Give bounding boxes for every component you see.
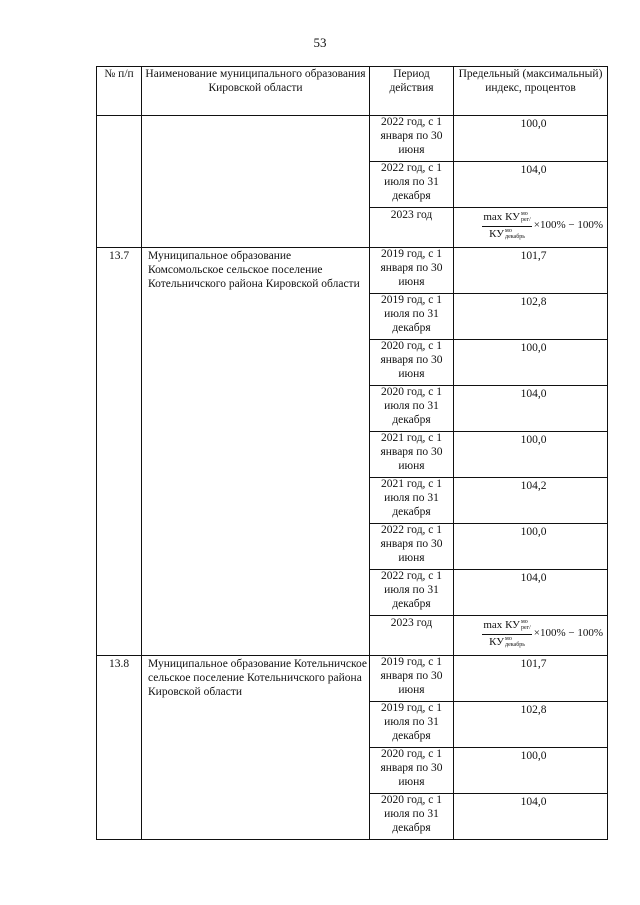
row-number [97, 116, 142, 248]
header-num: № п/п [97, 67, 142, 116]
index-formula-cell [454, 208, 608, 248]
table-row [97, 116, 608, 162]
table-body [97, 116, 608, 840]
period-cell: 2020 год, с 1 июля по 31 декабря [370, 386, 454, 432]
index-formula [454, 616, 607, 650]
period-cell: 2020 год, с 1 января по 30 июня [370, 340, 454, 386]
tariff-index-table [96, 66, 608, 840]
period-cell: 2020 год, с 1 июля по 31 декабря [370, 794, 454, 840]
period-cell: 2022 год, с 1 января по 30 июня [370, 524, 454, 570]
formula-tail: ×100% − 100% [533, 627, 603, 640]
period-cell: 2022 год, с 1 января по 30 июня [370, 116, 454, 162]
index-value: 100,0 [454, 340, 608, 386]
index-formula [454, 208, 607, 242]
period-cell: 2019 год, с 1 июля по 31 декабря [370, 702, 454, 748]
table-row [97, 656, 608, 702]
formula-numerator: max КУ мо рег/ [482, 211, 531, 227]
index-value: 100,0 [454, 748, 608, 794]
row-number: 13.7 [97, 248, 142, 656]
period-cell: 2021 год, с 1 июля по 31 декабря [370, 478, 454, 524]
table-header-row [97, 67, 608, 116]
index-value: 104,2 [454, 478, 608, 524]
header-period: Период действия [370, 67, 454, 116]
formula-denominator: КУ мо декабрь [489, 635, 526, 649]
period-cell: 2019 год, с 1 января по 30 июня [370, 656, 454, 702]
index-formula-cell [454, 616, 608, 656]
period-cell: 2023 год [370, 616, 454, 656]
formula-denominator: КУ мо декабрь [489, 227, 526, 241]
index-value: 102,8 [454, 294, 608, 340]
index-value: 102,8 [454, 702, 608, 748]
index-value: 104,0 [454, 794, 608, 840]
formula-tail: ×100% − 100% [533, 219, 603, 232]
municipality-name: Муниципальное образование Комсомольское сельское поселение Котельничского района Кировской области [142, 248, 370, 656]
header-index: Предельный (максимальный) индекс, процентов [454, 67, 608, 116]
page-number: 53 [313, 35, 327, 50]
formula-fraction [482, 619, 531, 650]
period-cell: 2022 год, с 1 июля по 31 декабря [370, 570, 454, 616]
period-cell: 2019 год, с 1 июля по 31 декабря [370, 294, 454, 340]
index-value: 100,0 [454, 524, 608, 570]
period-cell: 2023 год [370, 208, 454, 248]
municipality-name: Муниципальное образование Котельничское сельское поселение Котельничского района Кировской области [142, 656, 370, 840]
index-value: 104,0 [454, 570, 608, 616]
index-value: 104,0 [454, 162, 608, 208]
row-number: 13.8 [97, 656, 142, 840]
index-value: 101,7 [454, 656, 608, 702]
index-value: 100,0 [454, 432, 608, 478]
index-value: 104,0 [454, 386, 608, 432]
index-value: 101,7 [454, 248, 608, 294]
formula-numerator: max КУ мо рег/ [482, 619, 531, 635]
period-cell: 2021 год, с 1 января по 30 июня [370, 432, 454, 478]
municipality-name [142, 116, 370, 248]
index-value: 100,0 [454, 116, 608, 162]
formula-fraction [482, 211, 531, 242]
period-cell: 2020 год, с 1 января по 30 июня [370, 748, 454, 794]
period-cell: 2022 год, с 1 июля по 31 декабря [370, 162, 454, 208]
table-row [97, 248, 608, 294]
header-name: Наименование муниципального образования Кировской области [142, 67, 370, 116]
period-cell: 2019 год, с 1 января по 30 июня [370, 248, 454, 294]
